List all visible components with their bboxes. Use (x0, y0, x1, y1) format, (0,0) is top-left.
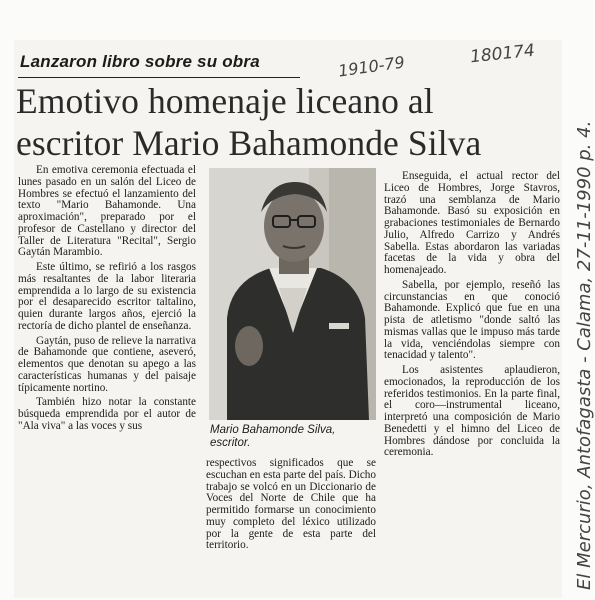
paragraph: Enseguida, el actual rector del Liceo de Hombres, Jorge Stavros, trazó una semblanza de Mario Bahamonde. Basó su exposición en grabaciones testimoniales de Bernardo Julio, Alfredo Carrizo y Andrés Sabella. Estas abordaron las variadas facetas de la vida y obra del homenajeado. (384, 170, 560, 276)
paragraph: respectivos significados que se escuchan en esta parte del país. Dicho trabajo se volcó en un Diccionario de Voces del Norte de Chile que ha permitido formarse un conocimiento muy completo del léxico utilizado por la gente de esta parte del territorio. (206, 457, 376, 552)
author-photo (209, 168, 376, 420)
handwritten-source-note: El Mercurio, Antofagasta - Calama, 27-11-1990 p. 4. (574, 120, 595, 590)
article-column-1 (18, 165, 196, 436)
article-column-3 (384, 171, 560, 462)
paragraph: También hizo notar la constante búsqueda emprendida por el autor de "Ala viva" a las voces y sus (18, 396, 196, 432)
headline-line-2: escritor Mario Bahamonde Silva (16, 123, 482, 163)
author-portrait-image (209, 168, 376, 420)
paragraph: Este último, se refirió a los rasgos más resaltantes de la labor literaria emprendida a lo largo de su existencia por el desaparecido escritor taltalino, quien durante largos años, ejerció la rectoría de dicho plantel de enseñanza. (18, 261, 196, 332)
paragraph: En emotiva ceremonia efectuada el lunes pasado en un salón del Liceo de Hombres se efectuó el lanzamiento del texto "Mario Bahamonde. Una aproximación", preparado por el profesor de Castellano y director del Taller de Literatura "Recital", Sergio Gaytán Marambio. (18, 164, 196, 259)
paragraph: Gaytán, puso de relieve la narrativa de Bahamonde que contiene, aseveró, elementos que denotan su apego a las características humanas y del paisaje típicamente nortino. (18, 334, 196, 394)
kicker-headline: Lanzaron libro sobre su obra (20, 52, 260, 71)
paragraph: Los asistentes aplaudieron, emocionados, la reproducción de los referidos testimonios. En la parte final, el coro—instrumental liceano, interpretó una composición de Mario Benedetti y el himno del Liceo de Hombres dándose por concluida la ceremonia. (384, 364, 560, 459)
article-column-2 (206, 458, 376, 555)
paragraph: Sabella, por ejemplo, reseñó las circunstancias en que conoció Bahamonde. Explicó que fue en una pista de atletismo "donde saltó las mismas vallas que le impuso más tarde la vida, venciéndolas siempre con tenacidad y talento". (384, 278, 560, 362)
kicker-underline (18, 77, 300, 78)
photo-caption: Mario Bahamonde Silva, escritor. (210, 424, 336, 449)
handwritten-catalog-number: 180174 (469, 40, 536, 68)
handwritten-date: 1910-79 (337, 52, 406, 81)
headline-line-1: Emotivo homenaje liceano al (16, 81, 434, 121)
headline (16, 80, 564, 164)
